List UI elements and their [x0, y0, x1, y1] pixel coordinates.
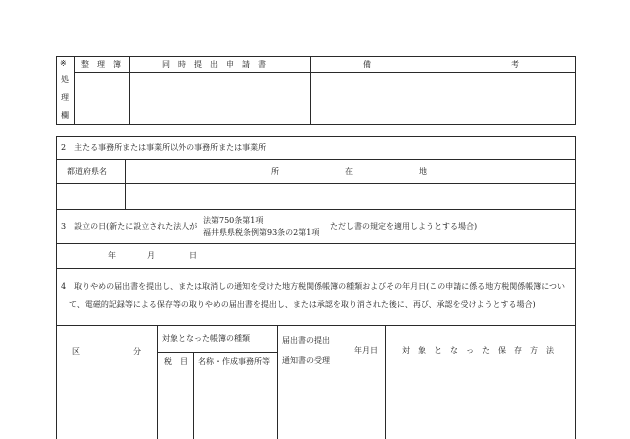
- establishment-date-field[interactable]: [57, 244, 575, 268]
- col-address-2: 在: [345, 167, 353, 176]
- header-doji: 同 時 提 出 申 請 書: [162, 60, 266, 69]
- prefecture-cell[interactable]: [57, 184, 125, 209]
- side-char-2: 理: [61, 93, 69, 102]
- side-char-3: 欄: [61, 111, 69, 120]
- col-tax: 税 目: [164, 357, 188, 366]
- section3-suffix: ただし書の規定を適用しようとする場合): [330, 222, 478, 231]
- law-article-1: 法第750条第1項: [203, 216, 264, 225]
- col-prefecture: 都道府県名: [67, 167, 107, 176]
- header-seiri: 整 理 簿: [81, 60, 121, 69]
- section4-line2: て、電磁的記録等による保存等の取りやめの届出書を提出し、または承認を取り消された後に、再び、承認を受けようとする場合): [69, 300, 536, 309]
- col-method: 対 象 と な っ た 保 存 方 法: [402, 346, 554, 355]
- section2-title: 2 主たる事務所または事業所以外の事務所または事業所: [61, 143, 267, 152]
- col-notice: 通知書の受理: [282, 356, 330, 365]
- section4-line1: 4 取りやめの届出書を提出し、または取消しの通知を受けた地方税関係帳簿の種類およびその年月日(この申請に係る地方税関係帳簿につい: [61, 282, 566, 291]
- header-biko-2: 考: [511, 60, 519, 69]
- reference-mark: ※: [60, 59, 67, 68]
- section3-label: 3 設立の日(新たに設立された法人が: [61, 222, 198, 231]
- date-month: 月: [147, 251, 155, 260]
- col-date: 年月日: [354, 346, 378, 355]
- address-cell[interactable]: [126, 184, 575, 209]
- col-name-office: 名称・作成事務所等: [198, 357, 270, 366]
- date-year: 年: [108, 251, 116, 260]
- col-address-3: 地: [419, 167, 427, 176]
- law-article-2: 福井県県税条例第93条の2第1項: [203, 228, 320, 237]
- date-day: 日: [189, 251, 197, 260]
- header-biko-1: 備: [363, 60, 371, 69]
- side-char-1: 処: [61, 75, 69, 84]
- col-book-type: 対象となった帳簿の種類: [162, 334, 250, 343]
- col-address-1: 所: [271, 167, 279, 176]
- col-kubun-2: 分: [133, 347, 141, 356]
- col-kubun-1: 区: [72, 347, 80, 356]
- col-submit: 届出書の提出: [282, 336, 330, 345]
